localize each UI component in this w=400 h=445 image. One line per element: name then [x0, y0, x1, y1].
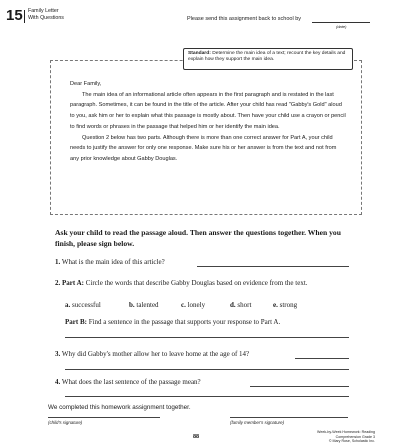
letter-greeting: Dear Family, [70, 81, 102, 87]
part-b [65, 318, 280, 327]
question-1-text: What is the main idea of this article? [61, 258, 165, 266]
family-signature-line[interactable] [230, 417, 348, 418]
question-1 [55, 258, 165, 267]
child-signature-label: (child's signature) [48, 420, 83, 425]
assignment-type [28, 8, 64, 21]
option-a-letter: a. [65, 301, 71, 309]
part-a-text: Circle the words that describe Gabby Douglas based on evidence from the text. [85, 279, 308, 287]
header-divider [24, 10, 25, 23]
assignment-number: 15 [6, 7, 23, 24]
question-4-text: What does the last sentence of the passage mean? [61, 378, 201, 386]
answer-line-1[interactable] [197, 266, 349, 267]
option-e[interactable] [273, 301, 297, 309]
family-signature-label: (family member's signature) [230, 420, 285, 425]
date-field[interactable] [312, 22, 370, 23]
option-c[interactable] [181, 301, 205, 309]
child-signature-line[interactable] [48, 417, 160, 418]
part-b-label: Part B: [65, 318, 87, 326]
letter-paragraph-1: The main idea of an informational article often appears in the first paragraph and is restated in the last paragraph. Sometimes, it can be found in the title of the article. After your child has read "Gabby's Gold" aloud to you, ask him or her to explain what this passage is mostly about. Then have your child use a crayon or pencil to find words or phrases in the passage that helped him or her identify the main idea. [70, 91, 346, 130]
option-d-letter: d. [230, 301, 236, 309]
standard-box [183, 48, 353, 70]
option-d[interactable] [230, 301, 251, 309]
part-b-text: Find a sentence in the passage that supports your response to Part A. [88, 318, 281, 326]
question-1-number: 1. [55, 258, 61, 266]
option-b-letter: b. [129, 301, 135, 309]
standard-text: Determine the main idea of a text; recount the key details and explain how they support the main idea. [188, 51, 346, 62]
answer-line-4b[interactable] [65, 396, 349, 397]
option-b-text: talented [136, 301, 159, 309]
letter-paragraph-2: Question 2 below has two parts. Although there is more than one correct answer for Part A, your child needs to justify the answer for only one response. Make sure his or her answer is from the text and not from any prior knowledge about Gabby Douglas. [70, 134, 337, 162]
page-number: 88 [193, 434, 200, 440]
question-3-number: 3. [55, 350, 61, 358]
option-d-text: short [237, 301, 252, 309]
credit-line-2: © Mary Rose, Scholastic Inc. [328, 439, 375, 444]
question-4-number: 4. [55, 378, 61, 386]
option-c-text: lonely [187, 301, 206, 309]
completion-statement: We completed this homework assignment together. [48, 404, 191, 411]
credit-line-1: Week-by-Week Homework: Reading Comprehension Grade 3 [317, 430, 375, 439]
assignment-type-line1: Family Letter [28, 8, 59, 14]
question-3 [55, 350, 249, 359]
option-b[interactable] [129, 301, 159, 309]
option-a-text: successful [72, 301, 101, 309]
part-a-label: Part A: [62, 279, 84, 287]
assignment-type-line2: With Questions [28, 14, 64, 21]
answer-line-3b[interactable] [65, 369, 349, 370]
option-a[interactable] [65, 301, 101, 309]
answer-line-4a[interactable] [250, 386, 349, 387]
question-2-number: 2. [55, 279, 61, 287]
instructions: Ask your child to read the passage aloud. Then answer the questions together. When you finish, please sign below. [55, 228, 341, 248]
send-back-text: Please send this assignment back to school by [187, 16, 302, 22]
option-e-text: strong [279, 301, 298, 309]
answer-line-3a[interactable] [295, 358, 349, 359]
standard-label: Standard: [188, 51, 211, 56]
question-3-text: Why did Gabby's mother allow her to leave home at the age of 14? [61, 350, 250, 358]
family-letter [70, 79, 346, 165]
option-e-letter: e. [273, 301, 278, 309]
question-4 [55, 378, 201, 387]
date-label: (date) [336, 24, 347, 29]
publisher-credit [305, 430, 375, 444]
option-c-letter: c. [181, 301, 186, 309]
answer-line-2[interactable] [65, 337, 349, 338]
question-2 [55, 279, 345, 288]
